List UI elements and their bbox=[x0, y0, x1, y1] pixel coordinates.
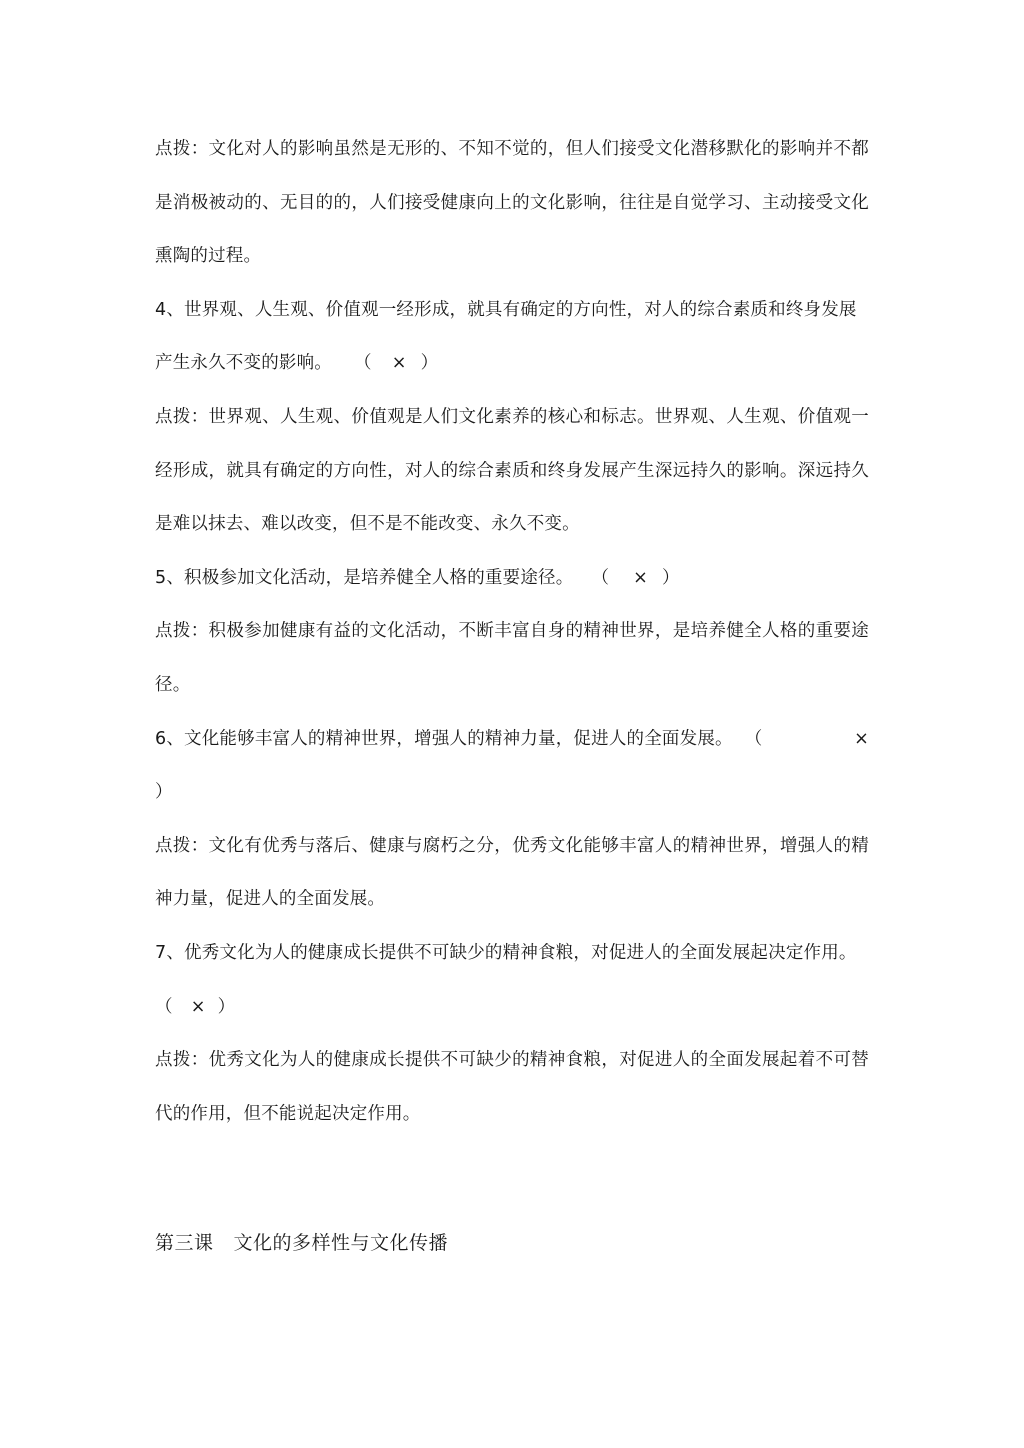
answer-mark-7: × bbox=[190, 996, 206, 1017]
lesson-title: 文化的多样性与文化传播 bbox=[233, 1232, 449, 1254]
answer-open-paren: （ bbox=[591, 567, 610, 588]
answer-mark-4: × bbox=[391, 353, 407, 374]
document-body bbox=[155, 123, 869, 1141]
answer-close-paren: ） bbox=[217, 996, 236, 1017]
explanation-paragraph-3: 点拨：文化对人的影响虽然是无形的、不知不觉的，但人们接受文化潜移默化的影响并不都是消极被动的、无目的的，人们接受健康向上的文化影响，往往是自觉学习、主动接受文化熏陶的过程。 bbox=[155, 139, 869, 267]
answer-close-paren: ） bbox=[420, 353, 439, 374]
statement-4-text: 4、世界观、人生观、价值观一经形成，就具有确定的方向性，对人的综合素质和终身发展产生永久不变的影响。 bbox=[155, 299, 857, 374]
answer-close-paren: ） bbox=[155, 782, 173, 803]
explanation-paragraph-7: 点拨：优秀文化为人的健康成长提供不可缺少的精神食粮，对促进人的全面发展起着不可替代的作用，但不能说起决定作用。 bbox=[155, 1050, 869, 1124]
answer-open-paren: （ bbox=[744, 728, 763, 749]
statement-5-text: 5、积极参加文化活动，是培养健全人格的重要途径。 bbox=[155, 567, 574, 588]
lesson-number: 第三课 bbox=[155, 1232, 214, 1254]
statement-7 bbox=[155, 927, 869, 1034]
answer-mark-5: × bbox=[633, 567, 649, 588]
explanation-paragraph-4: 点拨：世界观、人生观、价值观是人们文化素养的核心和标志。世界观、人生观、价值观一经形成，就具有确定的方向性，对人的综合素质和终身发展产生深远持久的影响。深远持久是难以抹去、难以改变，但不是不能改变、永久不变。 bbox=[155, 406, 869, 535]
lesson-heading bbox=[155, 1223, 448, 1263]
answer-open-paren: （ bbox=[155, 996, 173, 1017]
statement-6-text: 6、文化能够丰富人的精神世界，增强人的精神力量，促进人的全面发展。 bbox=[155, 728, 733, 749]
explanation-paragraph-5: 点拨：积极参加健康有益的文化活动，不断丰富自身的精神世界，是培养健全人格的重要途径。 bbox=[155, 621, 869, 695]
answer-open-paren: （ bbox=[354, 353, 372, 374]
statement-6-close bbox=[155, 766, 869, 820]
explanation-paragraph-6: 点拨：文化有优秀与落后、健康与腐朽之分，优秀文化能够丰富人的精神世界，增强人的精神力量，促进人的全面发展。 bbox=[155, 835, 869, 910]
answer-close-paren: ） bbox=[662, 567, 680, 588]
statement-4 bbox=[155, 284, 869, 391]
statement-6 bbox=[155, 713, 869, 767]
answer-mark-6: × bbox=[854, 728, 869, 749]
statement-7-text: 7、优秀文化为人的健康成长提供不可缺少的精神食粮，对促进人的全面发展起决定作用。 bbox=[155, 942, 857, 963]
statement-5 bbox=[155, 552, 869, 606]
